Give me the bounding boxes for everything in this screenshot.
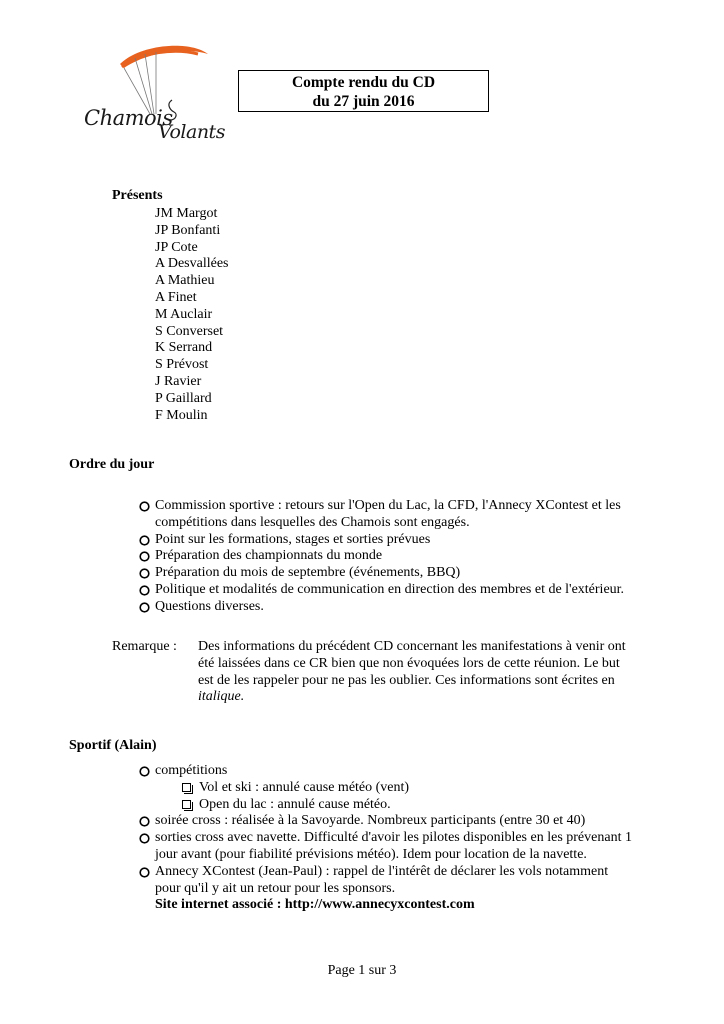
- presents-name: F Moulin: [155, 407, 208, 423]
- presents-name: M Auclair: [155, 306, 213, 322]
- agenda-heading: Ordre du jour: [69, 457, 155, 472]
- presents-name: JM Margot: [155, 206, 218, 221]
- sportif-item: Annecy XContest (Jean-Paul) : rappel de l'intérêt de déclarer les vols notamment pour qu'il y ait un retour pour les sponsors. Site internet associé : http://www.annecyxcontest.com: [139, 864, 699, 914]
- presents-name: J Ravier: [155, 373, 202, 389]
- document-title-box: [238, 70, 489, 112]
- site-link-line: Site internet associé : http://www.annecyxcontest.com: [155, 897, 475, 913]
- agenda-item: Préparation du mois de septembre (événements, BBQ): [139, 565, 699, 582]
- agenda-item: Préparation des championnats du monde: [139, 548, 699, 565]
- sportif-item: compétitions: [139, 763, 699, 780]
- open-circle-bullet-icon: [139, 833, 150, 844]
- open-circle-bullet-icon: [139, 568, 150, 579]
- open-circle-bullet-icon: [139, 867, 150, 878]
- logo-text-chamois: Chamois: [84, 106, 173, 130]
- sportif-sub-item: Vol et ski : annulé cause météo (vent): [139, 780, 699, 797]
- open-circle-bullet-icon: [139, 585, 150, 596]
- presents-name: P Gaillard: [155, 390, 212, 406]
- presents-name: A Mathieu: [155, 273, 215, 289]
- title-line-2: du 27 juin 2016: [312, 93, 415, 110]
- agenda-item: Questions diverses.: [139, 599, 699, 616]
- presents-name: A Finet: [155, 289, 197, 305]
- logo-text-volants: Volants: [158, 121, 225, 143]
- shadowed-box-bullet-icon: [182, 800, 191, 809]
- open-circle-bullet-icon: [139, 816, 150, 827]
- presents-list: [155, 206, 228, 424]
- sportif-item: soirée cross : réalisée à la Savoyarde. Nombreux participants (entre 30 et 40): [139, 813, 699, 830]
- presents-name: JP Bonfanti: [155, 222, 221, 238]
- presents-name: S Prévost: [155, 357, 209, 373]
- shadowed-box-bullet-icon: [182, 783, 191, 792]
- presents-name: A Desvallées: [155, 256, 229, 272]
- agenda-item: Commission sportive : retours sur l'Open du Lac, la CFD, l'Annecy XContest et les compétitions dans lesquelles des Chamois sont engagés.: [139, 498, 699, 532]
- open-circle-bullet-icon: [139, 551, 150, 562]
- presents-heading: Présents: [112, 188, 163, 203]
- agenda-list: [139, 498, 699, 616]
- sportif-item: sorties cross avec navette. Difficulté d'avoir les pilotes disponibles en les prévenant 1 jour avant (pour fiabilité prévisions météo). Idem pour location de la navette.: [139, 830, 699, 864]
- remark-text: Des informations du précédent CD concernant les manifestations à venir ont été laissées dans ce CR bien que non évoquées lors de cette réunion. Le but est de les rappeler pour ne pas les oublier. Ces informations sont écrites en italique.: [198, 639, 678, 706]
- presents-name: K Serrand: [155, 340, 213, 356]
- sportif-heading: Sportif (Alain): [69, 738, 157, 753]
- presents-name: S Converset: [155, 323, 224, 339]
- open-circle-bullet-icon: [139, 535, 150, 546]
- agenda-item: Point sur les formations, stages et sorties prévues: [139, 532, 699, 549]
- sportif-list: [139, 763, 699, 914]
- remark-italic-word: italique.: [198, 689, 245, 705]
- title-line-1: Compte rendu du CD: [291, 74, 436, 91]
- agenda-item: Politique et modalités de communication en direction des membres et de l'extérieur.: [139, 582, 699, 599]
- open-circle-bullet-icon: [139, 766, 150, 777]
- sportif-sub-item: Open du lac : annulé cause météo.: [139, 797, 699, 814]
- open-circle-bullet-icon: [139, 501, 150, 512]
- remark-label: Remarque :: [112, 639, 177, 654]
- open-circle-bullet-icon: [139, 602, 150, 613]
- presents-name: JP Cote: [155, 239, 198, 255]
- page-number: Page 1 sur 3: [327, 963, 397, 978]
- club-logo: [80, 42, 230, 147]
